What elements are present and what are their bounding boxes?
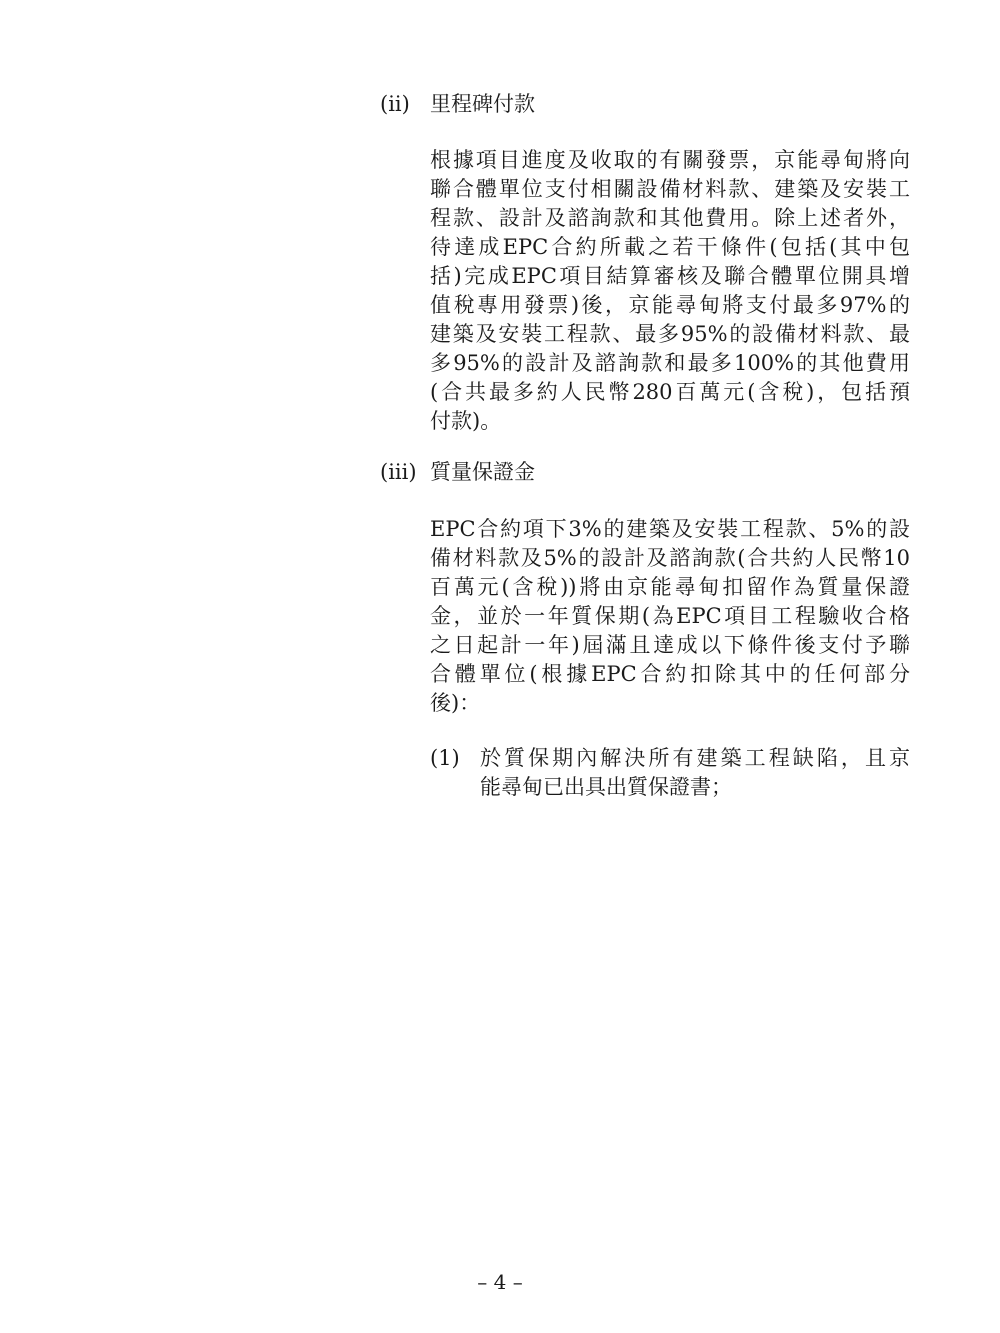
item-number: (1)	[430, 746, 460, 770]
paragraph-line: 多95%的設計及諮詢款和最多100%的其他費用	[430, 351, 910, 375]
section-number: (iii)	[380, 460, 417, 484]
paragraph-line: 建築及安裝工程款、最多95%的設備材料款、最	[430, 322, 910, 346]
paragraph-line: 百萬元(含稅))將由京能尋甸扣留作為質量保證	[430, 575, 910, 599]
paragraph-line: EPC合約項下3%的建築及安裝工程款、5%的設	[430, 517, 910, 541]
page-number: – 4 –	[477, 1270, 523, 1294]
paragraph-line: 備材料款及5%的設計及諮詢款(合共約人民幣10	[430, 546, 910, 570]
paragraph-line: 金，並於一年質保期(為EPC項目工程驗收合格	[430, 604, 910, 628]
section-iii-paragraph	[430, 515, 910, 718]
section-heading-ii	[380, 90, 535, 119]
section-ii-paragraph	[430, 146, 910, 436]
item-text	[480, 744, 910, 802]
paragraph-line: 合體單位(根據EPC合約扣除其中的任何部分	[430, 662, 910, 686]
paragraph-line: 聯合體單位支付相關設備材料款、建築及安裝工	[430, 177, 910, 201]
paragraph-line: 程款、設計及諮詢款和其他費用。除上述者外，	[430, 206, 910, 230]
paragraph-line: 之日起計一年)屆滿且達成以下條件後支付予聯	[430, 633, 910, 657]
section-title: 質量保證金	[430, 460, 535, 484]
paragraph-line: 根據項目進度及收取的有關發票，京能尋甸將向	[430, 148, 910, 172]
paragraph-line: 待達成EPC合約所載之若干條件(包括(其中包	[430, 235, 910, 259]
item-line: 於質保期內解決所有建築工程缺陷，且京	[480, 746, 910, 770]
paragraph-line: 付款)。	[430, 409, 502, 433]
item-line: 能尋甸已出具出質保證書；	[480, 775, 732, 799]
paragraph-line: (合共最多約人民幣280百萬元(含稅)，包括預	[430, 380, 910, 404]
paragraph-line: 後)：	[430, 691, 481, 715]
paragraph-line: 括)完成EPC項目結算審核及聯合體單位開具增	[430, 264, 910, 288]
paragraph-line: 值稅專用發票)後，京能尋甸將支付最多97%的	[430, 293, 910, 317]
section-number: (ii)	[380, 92, 410, 116]
section-title: 里程碑付款	[430, 92, 535, 116]
section-heading-iii	[380, 458, 535, 487]
